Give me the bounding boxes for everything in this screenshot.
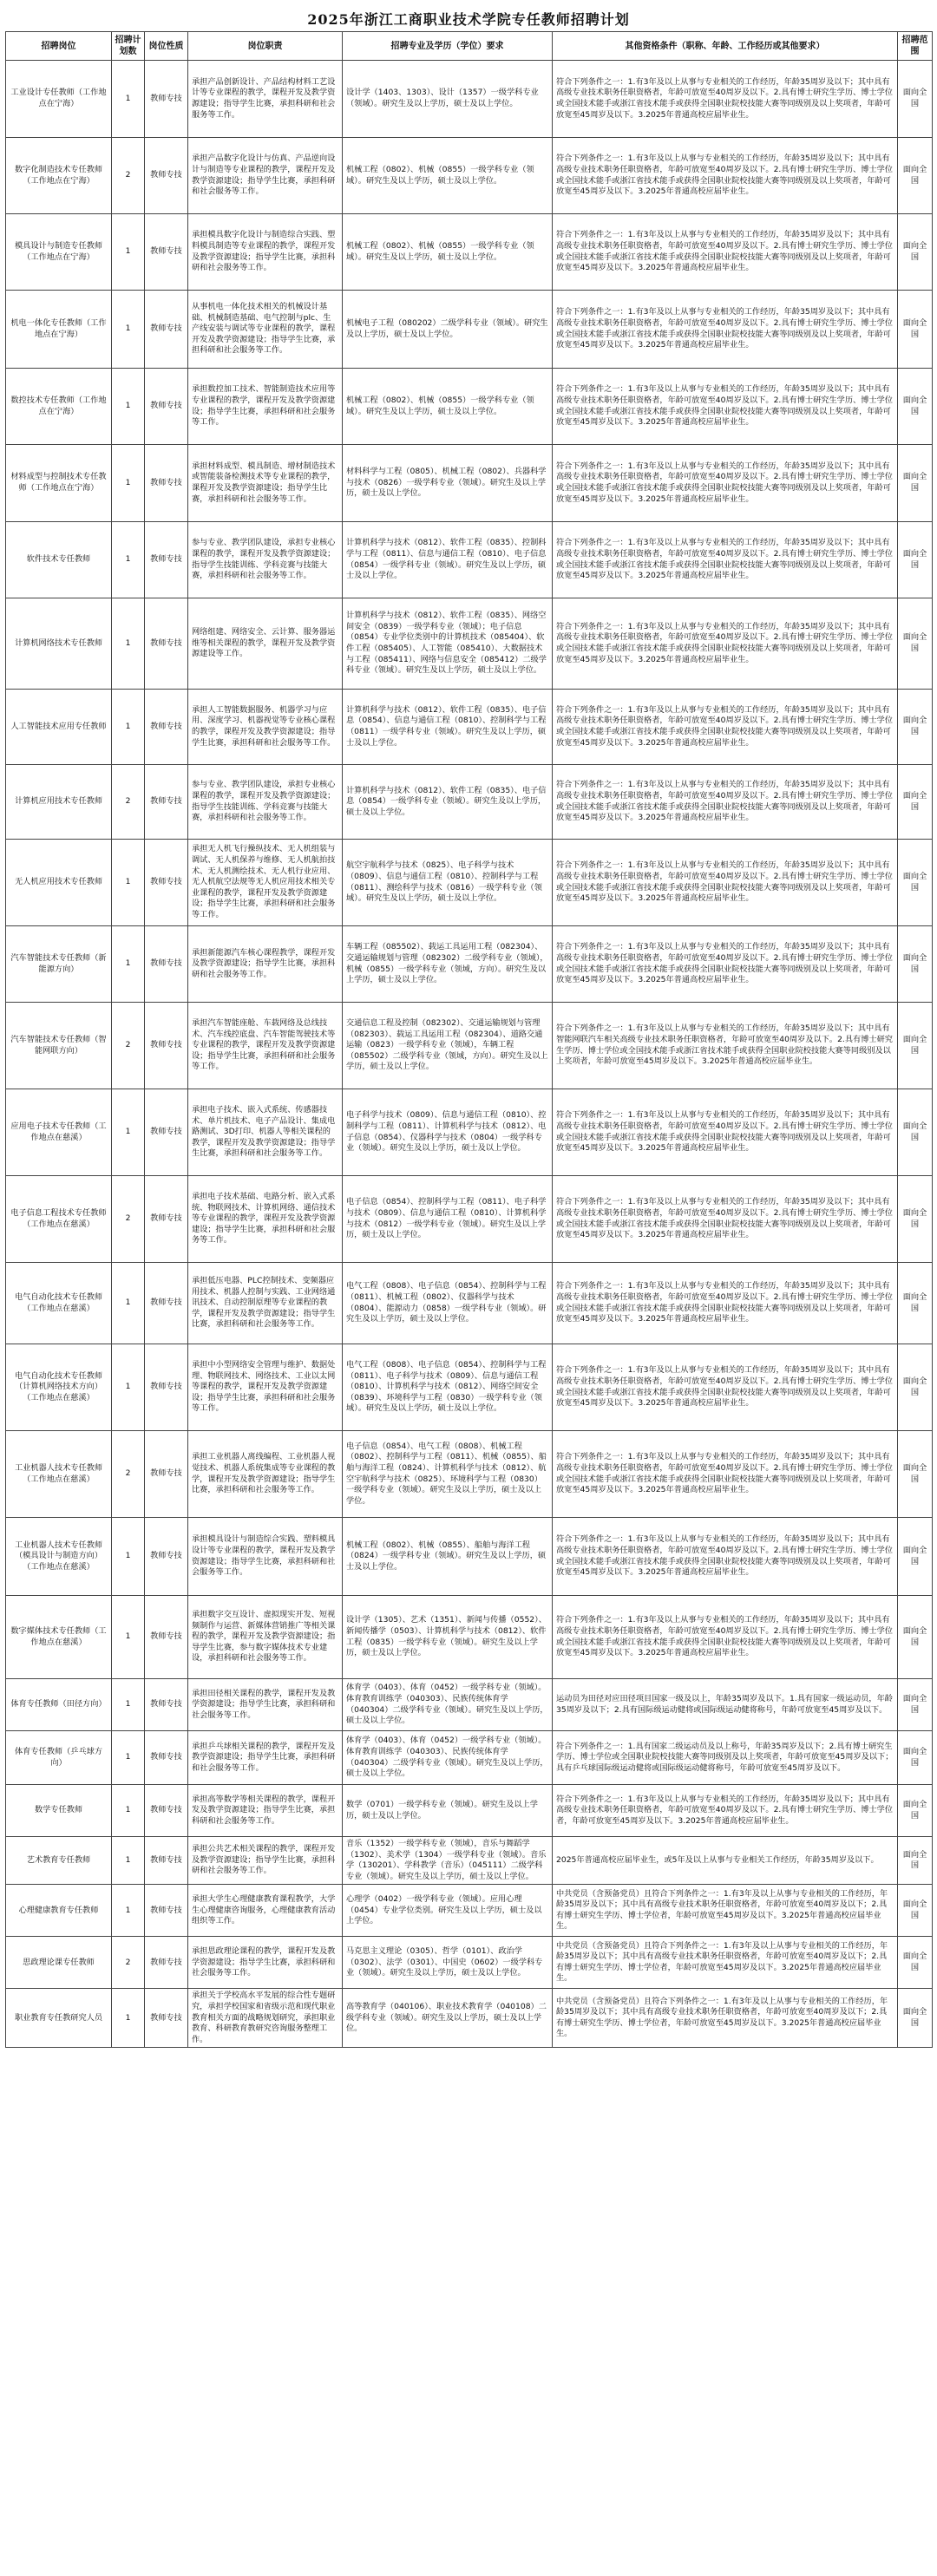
conditions-cell: 符合下列条件之一：1.有3年及以上从事与专业相关的工作经历，年龄35周岁及以下；其中具有高级专业技术职务任职资格者，年龄可放宽至40周岁及以下。2.具有博士研究生学历、博士学位或全国技术能手或浙江省技术能手或获得全国职业院校技能大赛等同级别及以上奖项者，年龄可放宽至45周岁及以下。3.2025年普通高校应届毕业生。 <box>553 369 898 445</box>
type-cell: 教师专技 <box>145 765 188 840</box>
type-cell: 教师专技 <box>145 522 188 598</box>
count-cell: 1 <box>112 291 145 369</box>
major-cell: 车辆工程（085502）、载运工具运用工程（082304）、交通运输规划与管理（082302）二级学科专业（领域），机械（0855）一级学科专业（领域，方向）。研究生及以上学历，硕士及以上学位。 <box>343 926 553 1003</box>
duty-cell: 承担电子技术基础、电路分析、嵌入式系统、物联网技术、计算机网络、通信技术等专业课程的教学，课程开发及教学资源建设；指导学生比赛，承担科研和社会服务等工作。 <box>188 1176 343 1263</box>
header-range: 招聘范围 <box>898 32 933 61</box>
conditions-cell: 符合下列条件之一：1.有3年及以上从事与专业相关的工作经历，年龄35周岁及以下；其中具有高级专业技术职务任职资格者，年龄可放宽至40周岁及以下。2.具有博士研究生学历、博士学位或全国技术能手或浙江省技术能手或获得全国职业院校技能大赛等同级别及以上奖项者，年龄可放宽至45周岁及以下。3.2025年普通高校应届毕业生。 <box>553 1431 898 1518</box>
range-cell: 面向全国 <box>898 598 933 690</box>
table-row <box>6 1989 933 2048</box>
type-cell: 教师专技 <box>145 1837 188 1885</box>
major-cell: 音乐（1352）一级学科专业（领域），音乐与舞蹈学（1302）、美术学（1304）一级学科专业（领域）。音乐学（130201）、学科教学（音乐）（045111）二级学科专业（领域）。研究生及以上学历，硕士及以上学位。 <box>343 1837 553 1885</box>
count-cell: 2 <box>112 1431 145 1518</box>
table-row <box>6 138 933 214</box>
conditions-cell: 中共党员（含预备党员）且符合下列条件之一：1.有3年及以上从事与专业相关的工作经历，年龄35周岁及以下；其中具有高级专业技术职务任职资格者，年龄可放宽至40周岁及以下；2.具有博士研究生学历、博士学位者，年龄可放宽至45周岁及以下。3.2025年普通高校应届毕业生。 <box>553 1937 898 1989</box>
major-cell: 设计学（1305）、艺术（1351）、新闻与传播（0552）、新闻传播学（0503）、计算机科学与技术（0812）、软件工程（0835）一级学科专业（领域）。研究生及以上学历，硕士及以上学位。 <box>343 1596 553 1679</box>
type-cell: 教师专技 <box>145 1089 188 1176</box>
count-cell: 1 <box>112 445 145 522</box>
header-conditions: 其他资格条件（职称、年龄、工作经历或其他要求） <box>553 32 898 61</box>
count-cell: 1 <box>112 522 145 598</box>
conditions-cell: 符合下列条件之一：1.有3年及以上从事与专业相关的工作经历，年龄35周岁及以下；其中具有高级专业技术职务任职资格者，年龄可放宽至40周岁及以下。2.具有博士研究生学历、博士学位或全国技术能手或浙江省技术能手或获得全国职业院校技能大赛等同级别及以上奖项者，年龄可放宽至45周岁及以下。3.2025年普通高校应届毕业生。 <box>553 840 898 926</box>
duty-cell: 承担工业机器人离线编程、工业机器人视觉技术、机器人系统集成等专业课程的教学，课程开发及教学资源建设；指导学生比赛，承担科研和社会服务等工作。 <box>188 1431 343 1518</box>
conditions-cell: 符合下列条件之一：1.有3年及以上从事与专业相关的工作经历，年龄35周岁及以下；其中具有高级专业技术职务任职资格者，年龄可放宽至40周岁及以下。2.具有博士研究生学历、博士学位者，年龄可放宽至45周岁及以下。3.2025年普通高校应届毕业生。 <box>553 1785 898 1837</box>
major-cell: 机械工程（0802）、机械（0855）一级学科专业（领域）。研究生及以上学历，硕士及以上学位。 <box>343 138 553 214</box>
range-cell: 面向全国 <box>898 1885 933 1937</box>
major-cell: 机械工程（0802）、机械（0855）一级学科专业（领域）。研究生及以上学历，硕士及以上学位。 <box>343 214 553 291</box>
post-cell: 艺术教育专任教师 <box>6 1837 112 1885</box>
duty-cell: 承担公共艺术相关课程的教学，课程开发及教学资源建设；指导学生比赛，承担科研和社会服务等工作。 <box>188 1837 343 1885</box>
post-cell: 机电一体化专任教师（工作地点在宁海） <box>6 291 112 369</box>
count-cell: 2 <box>112 1003 145 1089</box>
duty-cell: 参与专业、教学团队建设，承担专业核心课程的教学，课程开发及教学资源建设；指导学生技能训练、学科竞赛与技能大赛，承担科研和社会服务等工作。 <box>188 765 343 840</box>
conditions-cell: 符合下列条件之一：1.有3年及以上从事与专业相关的工作经历，年龄35周岁及以下；其中具有高级专业技术职务任职资格者，年龄可放宽至40周岁及以下。2.具有博士研究生学历、博士学位或全国技术能手或浙江省技术能手或获得全国职业院校技能大赛等同级别及以上奖项者，年龄可放宽至45周岁及以下。3.2025年普通高校应届毕业生。 <box>553 926 898 1003</box>
table-row <box>6 1263 933 1344</box>
count-cell: 1 <box>112 1344 145 1431</box>
table-row <box>6 1885 933 1937</box>
table-row <box>6 291 933 369</box>
table-row <box>6 214 933 291</box>
count-cell: 2 <box>112 138 145 214</box>
type-cell: 教师专技 <box>145 369 188 445</box>
post-cell: 汽车智能技术专任教师（智能网联方向） <box>6 1003 112 1089</box>
post-cell: 工业机器人技术专任教师（工作地点在慈溪） <box>6 1431 112 1518</box>
type-cell: 教师专技 <box>145 690 188 765</box>
header-major: 招聘专业及学历（学位）要求 <box>343 32 553 61</box>
count-cell: 1 <box>112 1989 145 2048</box>
major-cell: 体育学（0403）、体育（0452）一级学科专业（领域）。体育教育训练学（040303）、民族传统体育学（040304）二级学科专业（领域）。研究生及以上学历，硕士及以上学位。 <box>343 1731 553 1785</box>
duty-cell: 承担产品数字化设计与仿真、产品逆向设计与制造等专业课程的教学，课程开发及教学资源建设；指导学生比赛，承担科研和社会服务等工作。 <box>188 138 343 214</box>
count-cell: 1 <box>112 61 145 138</box>
table-row <box>6 1679 933 1731</box>
major-cell: 机械电子工程（080202）二级学科专业（领域）。研究生及以上学历，硕士及以上学位。 <box>343 291 553 369</box>
table-row <box>6 765 933 840</box>
duty-cell: 承担大学生心理健康教育课程教学，大学生心理健康咨询服务，心理健康教育活动组织等工作。 <box>188 1885 343 1937</box>
range-cell: 面向全国 <box>898 214 933 291</box>
duty-cell: 承担产品创新设计、产品结构材料工艺设计等专业课程的教学，课程开发及教学资源建设；指导学生比赛，承担科研和社会服务等工作。 <box>188 61 343 138</box>
post-cell: 计算机应用技术专任教师 <box>6 765 112 840</box>
type-cell: 教师专技 <box>145 61 188 138</box>
duty-cell: 从事机电一体化技术相关的机械设计基础、机械制造基础、电气控制与plc、生产线安装与调试等专业课程的教学，课程开发及教学资源建设；指导学生比赛，承担科研和社会服务等工作。 <box>188 291 343 369</box>
post-cell: 材料成型与控制技术专任教师（工作地点在宁海） <box>6 445 112 522</box>
post-cell: 数字媒体技术专任教师（工作地点在慈溪） <box>6 1596 112 1679</box>
table-row <box>6 840 933 926</box>
post-cell: 应用电子技术专任教师（工作地点在慈溪） <box>6 1089 112 1176</box>
range-cell: 面向全国 <box>898 690 933 765</box>
post-cell: 电气自动化技术专任教师（计算机网络技术方向）（工作地点在慈溪） <box>6 1344 112 1431</box>
type-cell: 教师专技 <box>145 840 188 926</box>
major-cell: 数学（0701）一级学科专业（领域）。研究生及以上学历，硕士及以上学位。 <box>343 1785 553 1837</box>
post-cell: 计算机网络技术专任教师 <box>6 598 112 690</box>
range-cell: 面向全国 <box>898 1431 933 1518</box>
range-cell: 面向全国 <box>898 1344 933 1431</box>
count-cell: 1 <box>112 1518 145 1596</box>
post-cell: 工业机器人技术专任教师（模具设计与制造方向）（工作地点在慈溪） <box>6 1518 112 1596</box>
range-cell: 面向全国 <box>898 138 933 214</box>
count-cell: 1 <box>112 1731 145 1785</box>
count-cell: 1 <box>112 369 145 445</box>
range-cell: 面向全国 <box>898 1679 933 1731</box>
range-cell: 面向全国 <box>898 291 933 369</box>
type-cell: 教师专技 <box>145 1785 188 1837</box>
conditions-cell: 符合下列条件之一：1.有3年及以上从事与专业相关的工作经历，年龄35周岁及以下；其中具有高级专业技术职务任职资格者，年龄可放宽至40周岁及以下。2.具有博士研究生学历、博士学位或全国技术能手或浙江省技术能手或获得全国职业院校技能大赛等同级别及以上奖项者，年龄可放宽至45周岁及以下。3.2025年普通高校应届毕业生。 <box>553 765 898 840</box>
table-row <box>6 1344 933 1431</box>
count-cell: 1 <box>112 1785 145 1837</box>
duty-cell: 承担低压电器、PLC控制技术、变频器应用技术、机器人控制与实践、工业网络通讯技术、自动控制原理等专业课程的教学，课程开发及教学资源建设；指导学生比赛，承担科研和社会服务等工作。 <box>188 1263 343 1344</box>
post-cell: 数控技术专任教师（工作地点在宁海） <box>6 369 112 445</box>
post-cell: 职业教育专任教研究人员 <box>6 1989 112 2048</box>
table-row <box>6 1937 933 1989</box>
range-cell: 面向全国 <box>898 1518 933 1596</box>
conditions-cell: 符合下列条件之一：1.有3年及以上从事与专业相关的工作经历，年龄35周岁及以下；其中具有高级专业技术职务任职资格者，年龄可放宽至40周岁及以下。2.具有博士研究生学历、博士学位或全国技术能手或浙江省技术能手或获得全国职业院校技能大赛等同级别及以上奖项者，年龄可放宽至45周岁及以下。3.2025年普通高校应届毕业生。 <box>553 522 898 598</box>
duty-cell: 承担无人机飞行操纵技术、无人机组装与调试、无人机保养与维修、无人机航拍技术、无人机测绘技术、无人机行业应用、无人机航空法规等无人机应用技术相关专业课程的教学，课程开发及教学资源建设；指导学生比赛，承担科研和社会服务等工作。 <box>188 840 343 926</box>
table-row <box>6 369 933 445</box>
type-cell: 教师专技 <box>145 1003 188 1089</box>
conditions-cell: 符合下列条件之一：1.有3年及以上从事与专业相关的工作经历，年龄35周岁及以下；其中具有高级专业技术职务任职资格者，年龄可放宽至40周岁及以下。2.具有博士研究生学历、博士学位或全国技术能手或浙江省技术能手或获得全国职业院校技能大赛等同级别及以上奖项者，年龄可放宽至45周岁及以下。3.2025年普通高校应届毕业生。 <box>553 61 898 138</box>
major-cell: 航空宇航科学与技术（0825）、电子科学与技术（0809）、信息与通信工程（0810）、控制科学与工程（0811）、测绘科学与技术（0816）一级学科专业（领域）。研究生及以上学历，硕士及以上学位。 <box>343 840 553 926</box>
table-row <box>6 1003 933 1089</box>
type-cell: 教师专技 <box>145 1679 188 1731</box>
major-cell: 电子信息（0854）、电气工程（0808）、机械工程（0802）、控制科学与工程（0811）、机械（0855）、船舶与海洋工程（0824）、计算机科学与技术（0812）、航空宇航科学与技术（0825）、环境科学与工程（0830）一级学科专业（领域）。研究生及以上学历，硕士及以上学位。 <box>343 1431 553 1518</box>
duty-cell: 参与专业、教学团队建设，承担专业核心课程的教学，课程开发及教学资源建设；指导学生技能训练、学科竞赛与技能大赛，承担科研和社会服务等工作。 <box>188 522 343 598</box>
duty-cell: 承担中小型网络安全管理与维护、数据处理、物联网技术、网络技术、工业以太网等课程的教学，课程开发及教学资源建设；指导学生比赛，承担科研和社会服务等工作。 <box>188 1344 343 1431</box>
major-cell: 电子信息（0854）、控制科学与工程（0811）、电子科学与技术（0809）、信息与通信工程（0810）、计算机科学与技术（0812）一级学科专业（领域）。研究生及以上学历，硕士及以上学位。 <box>343 1176 553 1263</box>
table-row <box>6 1431 933 1518</box>
header-count: 招聘计划数 <box>112 32 145 61</box>
type-cell: 教师专技 <box>145 1263 188 1344</box>
table-body <box>6 61 933 2048</box>
conditions-cell: 符合下列条件之一：1.有3年及以上从事与专业相关的工作经历，年龄35周岁及以下；其中具有高级专业技术职务任职资格者，年龄可放宽至40周岁及以下。2.具有博士研究生学历、博士学位或全国技术能手或浙江省技术能手或获得全国职业院校技能大赛等同级别及以上奖项者，年龄可放宽至45周岁及以下。3.2025年普通高校应届毕业生。 <box>553 291 898 369</box>
major-cell: 心理学（0402）一级学科专业（领域）。应用心理（0454）专业学位类别。研究生及以上学历，硕士及以上学位。 <box>343 1885 553 1937</box>
post-cell: 电子信息工程技术专任教师（工作地点在慈溪） <box>6 1176 112 1263</box>
major-cell: 体育学（0403）、体育（0452）一级学科专业（领域）。体育教育训练学（040303）、民族传统体育学（040304）二级学科专业（领域）。研究生及以上学历，硕士及以上学位。 <box>343 1679 553 1731</box>
type-cell: 教师专技 <box>145 1885 188 1937</box>
table-header-row <box>6 32 933 61</box>
post-cell: 心理健康教育专任教师 <box>6 1885 112 1937</box>
major-cell: 电气工程（0808）、电子信息（0854）、控制科学与工程（0811）、机械工程（0802）、仪器科学与技术（0804）、能源动力（0858）一级学科专业（领域）。研究生及以上学历，硕士及以上学位。 <box>343 1263 553 1344</box>
range-cell: 面向全国 <box>898 522 933 598</box>
count-cell: 1 <box>112 1263 145 1344</box>
range-cell: 面向全国 <box>898 1003 933 1089</box>
table-row <box>6 926 933 1003</box>
range-cell: 面向全国 <box>898 1596 933 1679</box>
page-title: 2025年浙江工商职业技术学院专任教师招聘计划 <box>307 11 630 28</box>
post-cell: 工业设计专任教师（工作地点在宁海） <box>6 61 112 138</box>
type-cell: 教师专技 <box>145 598 188 690</box>
conditions-cell: 符合下列条件之一：1.有3年及以上从事与专业相关的工作经历，年龄35周岁及以下；其中具有高级专业技术职务任职资格者，年龄可放宽至40周岁及以下。2.具有博士研究生学历、博士学位或全国技术能手或浙江省技术能手或获得全国职业院校技能大赛等同级别及以上奖项者，年龄可放宽至45周岁及以下。3.2025年普通高校应届毕业生。 <box>553 1518 898 1596</box>
duty-cell: 承担乒乓球相关课程的教学，课程开发及教学资源建设；指导学生比赛，承担科研和社会服务等工作。 <box>188 1731 343 1785</box>
type-cell: 教师专技 <box>145 291 188 369</box>
post-cell: 软件技术专任教师 <box>6 522 112 598</box>
duty-cell: 网络组建、网络安全、云计算、服务器运维等相关课程的教学，课程开发及教学资源建设等工作。 <box>188 598 343 690</box>
duty-cell: 承担数控加工技术、智能制造技术应用等专业课程的教学，课程开发及教学资源建设；指导学生比赛，承担科研和社会服务等工作。 <box>188 369 343 445</box>
table-row <box>6 1731 933 1785</box>
count-cell: 1 <box>112 214 145 291</box>
range-cell: 面向全国 <box>898 61 933 138</box>
conditions-cell: 符合下列条件之一：1.有3年及以上从事与专业相关的工作经历，年龄35周岁及以下；其中具有高级专业技术职务任职资格者，年龄可放宽至40周岁及以下。2.具有博士研究生学历、博士学位或全国技术能手或浙江省技术能手或获得全国职业院校技能大赛等同级别及以上奖项者，年龄可放宽至45周岁及以下。3.2025年普通高校应届毕业生。 <box>553 1263 898 1344</box>
conditions-cell: 符合下列条件之一：1.有3年及以上从事与专业相关的工作经历，年龄35周岁及以下；其中具有高级专业技术职务任职资格者，年龄可放宽至40周岁及以下。2.具有博士研究生学历、博士学位或全国技术能手或浙江省技术能手或获得全国职业院校技能大赛等同级别及以上奖项者，年龄可放宽至45周岁及以下。3.2025年普通高校应届毕业生。 <box>553 1344 898 1431</box>
duty-cell: 承担电子技术、嵌入式系统、传感器技术、单片机技术、电子产品设计、集成电路测试、3D打印、机器人等相关课程的教学，课程开发及教学资源建设；指导学生比赛，承担科研和社会服务等工作。 <box>188 1089 343 1176</box>
range-cell: 面向全国 <box>898 1937 933 1989</box>
type-cell: 教师专技 <box>145 1176 188 1263</box>
conditions-cell: 符合下列条件之一：1.有3年及以上从事与专业相关的工作经历，年龄35周岁及以下；其中具有高级专业技术职务任职资格者，年龄可放宽至40周岁及以下。2.具有博士研究生学历、博士学位或全国技术能手或浙江省技术能手或获得全国职业院校技能大赛等同级别及以上奖项者，年龄可放宽至45周岁及以下。3.2025年普通高校应届毕业生。 <box>553 445 898 522</box>
duty-cell: 承担田径相关课程的教学，课程开发及教学资源建设；指导学生比赛，承担科研和社会服务等工作。 <box>188 1679 343 1731</box>
type-cell: 教师专技 <box>145 1431 188 1518</box>
conditions-cell: 符合下列条件之一：1.有3年及以上从事与专业相关的工作经历，年龄35周岁及以下；其中具有高级专业技术职务任职资格者，年龄可放宽至40周岁及以下。2.具有博士研究生学历、博士学位或全国技术能手或浙江省技术能手或获得全国职业院校技能大赛等同级别及以上奖项者，年龄可放宽至45周岁及以下。3.2025年普通高校应届毕业生。 <box>553 214 898 291</box>
post-cell: 无人机应用技术专任教师 <box>6 840 112 926</box>
range-cell: 面向全国 <box>898 840 933 926</box>
range-cell: 面向全国 <box>898 369 933 445</box>
duty-cell: 承担思政理论课程的教学，课程开发及教学资源建设；指导学生比赛，承担科研和社会服务等工作。 <box>188 1937 343 1989</box>
conditions-cell: 中共党员（含预备党员）且符合下列条件之一：1.有3年及以上从事与专业相关的工作经历，年龄35周岁及以下；其中具有高级专业技术职务任职资格者，年龄可放宽至40周岁及以下；2.具有博士研究生学历、博士学位者，年龄可放宽至45周岁及以下。3.2025年普通高校应届毕业生。 <box>553 1885 898 1937</box>
count-cell: 1 <box>112 840 145 926</box>
type-cell: 教师专技 <box>145 926 188 1003</box>
count-cell: 1 <box>112 1679 145 1731</box>
major-cell: 设计学（1403、1303）、设计（1357）一级学科专业（领域）。研究生及以上学历，硕士及以上学位。 <box>343 61 553 138</box>
table-row <box>6 1596 933 1679</box>
major-cell: 计算机科学与技术（0812）、软件工程（0835）、电子信息（0854）、信息与通信工程（0810）、控制科学与工程（0811）一级学科专业（领域）。研究生及以上学历，硕士及以上学位。 <box>343 690 553 765</box>
major-cell: 交通信息工程及控制（082302）、交通运输规划与管理（082303）、载运工具运用工程（082304）、道路交通运输（0823）一级学科专业（领域），车辆工程（085502）二级学科专业（领域，方向）。研究生及以上学历，硕士及以上学位。 <box>343 1003 553 1089</box>
major-cell: 高等教育学（040106）、职业技术教育学（040108）二级学科专业（领域）。研究生及以上学历，硕士及以上学位。 <box>343 1989 553 2048</box>
duty-cell: 承担高等数学等相关课程的教学，课程开发及教学资源建设；指导学生比赛，承担科研和社会服务等工作。 <box>188 1785 343 1837</box>
post-cell: 思政理论课专任教师 <box>6 1937 112 1989</box>
major-cell: 机械工程（0802）、机械（0855）一级学科专业（领域）。研究生及以上学历，硕士及以上学位。 <box>343 369 553 445</box>
count-cell: 1 <box>112 926 145 1003</box>
post-cell: 人工智能技术应用专任教师 <box>6 690 112 765</box>
post-cell: 电气自动化技术专任教师（工作地点在慈溪） <box>6 1263 112 1344</box>
header-post: 招聘岗位 <box>6 32 112 61</box>
count-cell: 1 <box>112 1596 145 1679</box>
duty-cell: 承担数字交互设计、虚拟现实开发、短视频制作与运营、新媒体营销推广等相关课程的教学，课程开发及教学资源建设；指导学生比赛，参与数字媒体技术专业建设，承担科研和社会服务等工作。 <box>188 1596 343 1679</box>
range-cell: 面向全国 <box>898 1176 933 1263</box>
type-cell: 教师专技 <box>145 138 188 214</box>
range-cell: 面向全国 <box>898 1089 933 1176</box>
major-cell: 材料科学与工程（0805）、机械工程（0802）、兵器科学与技术（0826）一级学科专业（领域）。研究生及以上学历，硕士及以上学位。 <box>343 445 553 522</box>
duty-cell: 承担人工智能数据服务、机器学习与应用、深度学习、机器视觉等专业核心课程的教学，课程开发及教学资源建设；指导学生比赛，承担科研和社会服务等工作。 <box>188 690 343 765</box>
table-row <box>6 1837 933 1885</box>
conditions-cell: 符合下列条件之一：1.具有国家二级运动员及以上称号，年龄35周岁及以下；2.具有博士研究生学历、博士学位或全国职业院校技能大赛等同级别及以上奖项者，年龄可放宽至45周岁及以下；具有乒乓球国际级运动健将或国际级运动健将称号，年龄可放宽至45周岁及以下。 <box>553 1731 898 1785</box>
conditions-cell: 符合下列条件之一：1.有3年及以上从事与专业相关的工作经历，年龄35周岁及以下；其中具有高级专业技术职务任职资格者，年龄可放宽至40周岁及以下。2.具有博士研究生学历、博士学位或全国技术能手或浙江省技术能手或获得全国职业院校技能大赛等同级别及以上奖项者，年龄可放宽至45周岁及以下。3.2025年普通高校应届毕业生。 <box>553 598 898 690</box>
conditions-cell: 符合下列条件之一：1.有3年及以上从事与专业相关的工作经历，年龄35周岁及以下；其中具有高级专业技术职务任职资格者，年龄可放宽至40周岁及以下。2.具有博士研究生学历、博士学位或全国技术能手或浙江省技术能手或获得全国职业院校技能大赛等同级别及以上奖项者，年龄可放宽至45周岁及以下。3.2025年普通高校应届毕业生。 <box>553 690 898 765</box>
count-cell: 1 <box>112 598 145 690</box>
count-cell: 2 <box>112 1176 145 1263</box>
major-cell: 机械工程（0802）、机械（0855）、船舶与海洋工程（0824）一级学科专业（领域）。研究生及以上学历，硕士及以上学位。 <box>343 1518 553 1596</box>
count-cell: 1 <box>112 1837 145 1885</box>
type-cell: 教师专技 <box>145 1518 188 1596</box>
range-cell: 面向全国 <box>898 1989 933 2048</box>
conditions-cell: 符合下列条件之一：1.有3年及以上从事与专业相关的工作经历，年龄35周岁及以下；其中具有智能网联汽车相关高级专业技术职务任职资格者，年龄可放宽至40周岁及以下。2.具有博士研究生学历、博士学位或全国技术能手或浙江省技术能手或获得全国职业院校技能大赛等同级别及以上奖项者，年龄可放宽至45周岁及以下。3.2025年普通高校应届毕业生。 <box>553 1003 898 1089</box>
post-cell: 体育专任教师（田径方向） <box>6 1679 112 1731</box>
major-cell: 计算机科学与技术（0812）、软件工程（0835）、控制科学与工程（0811）、信息与通信工程（0810）、电子信息（0854）一级学科专业（领域）。研究生及以上学历，硕士及以上学位。 <box>343 522 553 598</box>
table-row <box>6 1518 933 1596</box>
conditions-cell: 中共党员（含预备党员）且符合下列条件之一：1.有3年及以上从事与专业相关的工作经历，年龄35周岁及以下；其中具有高级专业技术职务任职资格者，年龄可放宽至40周岁及以下；2.具有博士研究生学历、博士学位者，年龄可放宽至45周岁及以下。3.2025年普通高校应届毕业生。 <box>553 1989 898 2048</box>
major-cell: 电气工程（0808）、电子信息（0854）、控制科学与工程（0811）、电子科学与技术（0809）、信息与通信工程（0810）、计算机科学与技术（0812）、网络空间安全（0839）、环境科学与工程（0830）一级学科专业（领域）。研究生及以上学历，硕士及以上学位。 <box>343 1344 553 1431</box>
duty-cell: 承担材料成型、模具制造、增材制造技术或智能装备检测技术等专业课程的教学，课程开发及教学资源建设；指导学生比赛，承担科研和社会服务等工作。 <box>188 445 343 522</box>
post-cell: 模具设计与制造专任教师（工作地点在宁海） <box>6 214 112 291</box>
major-cell: 计算机科学与技术（0812）、软件工程（0835）、电子信息（0854）一级学科专业（领域）。研究生及以上学历，硕士及以上学位。 <box>343 765 553 840</box>
type-cell: 教师专技 <box>145 1731 188 1785</box>
count-cell: 1 <box>112 1885 145 1937</box>
conditions-cell: 2025年普通高校应届毕业生，或5年及以上从事与专业相关工作经历，年龄35周岁及以下。 <box>553 1837 898 1885</box>
count-cell: 2 <box>112 1937 145 1989</box>
conditions-cell: 符合下列条件之一：1.有3年及以上从事与专业相关的工作经历，年龄35周岁及以下；其中具有高级专业技术职务任职资格者，年龄可放宽至40周岁及以下。2.具有博士研究生学历、博士学位或全国技术能手或浙江省技术能手或获得全国职业院校技能大赛等同级别及以上奖项者，年龄可放宽至45周岁及以下。3.2025年普通高校应届毕业生。 <box>553 1089 898 1176</box>
major-cell: 电子科学与技术（0809）、信息与通信工程（0810）、控制科学与工程（0811）、计算机科学与技术（0812）、电子信息（0854）、仪器科学与技术（0804）一级学科专业（领域）。研究生及以上学历，硕士及以上学位。 <box>343 1089 553 1176</box>
count-cell: 2 <box>112 765 145 840</box>
duty-cell: 承担汽车智能座舱、车载网络及总线技术、汽车线控底盘、汽车智能驾驶技术等专业课程的教学，课程开发及教学资源建设；指导学生比赛，承担科研和社会服务等工作。 <box>188 1003 343 1089</box>
type-cell: 教师专技 <box>145 445 188 522</box>
type-cell: 教师专技 <box>145 214 188 291</box>
range-cell: 面向全国 <box>898 765 933 840</box>
post-cell: 体育专任教师（乒乓球方向） <box>6 1731 112 1785</box>
post-cell: 汽车智能技术专任教师（新能源方向） <box>6 926 112 1003</box>
table-row <box>6 1089 933 1176</box>
recruitment-table <box>5 31 933 2048</box>
major-cell: 马克思主义理论（0305）、哲学（0101）、政治学（0302）、法学（0301）、中国史（0602）一级学科专业（领域）。研究生及以上学历，硕士及以上学位。 <box>343 1937 553 1989</box>
range-cell: 面向全国 <box>898 1731 933 1785</box>
conditions-cell: 符合下列条件之一：1.有3年及以上从事与专业相关的工作经历，年龄35周岁及以下；其中具有高级专业技术职务任职资格者，年龄可放宽至40周岁及以下。2.具有博士研究生学历、博士学位或全国技术能手或浙江省技术能手或获得全国职业院校技能大赛等同级别及以上奖项者，年龄可放宽至45周岁及以下。3.2025年普通高校应届毕业生。 <box>553 1176 898 1263</box>
range-cell: 面向全国 <box>898 1263 933 1344</box>
range-cell: 面向全国 <box>898 445 933 522</box>
table-row <box>6 1785 933 1837</box>
major-cell: 计算机科学与技术（0812）、软件工程（0835）、网络空间安全（0839）一级学科专业（领域）；电子信息（0854）专业学位类别中的计算机技术（085404）、软件工程（085405）、人工智能（085410）、大数据技术与工程（085411）、网络与信息安全（085412）二级学科专业（领域）。研究生及以上学历，硕士及以上学位。 <box>343 598 553 690</box>
range-cell: 面向全国 <box>898 1837 933 1885</box>
header-type: 岗位性质 <box>145 32 188 61</box>
table-row <box>6 445 933 522</box>
post-cell: 数字化制造技术专任教师（工作地点在宁海） <box>6 138 112 214</box>
duty-cell: 承担模具设计与制造综合实践、塑料模具设计等专业课程的教学，课程开发及教学资源建设；指导学生比赛，承担科研和社会服务等工作。 <box>188 1518 343 1596</box>
table-row <box>6 61 933 138</box>
conditions-cell: 符合下列条件之一：1.有3年及以上从事与专业相关的工作经历，年龄35周岁及以下；其中具有高级专业技术职务任职资格者，年龄可放宽至40周岁及以下。2.具有博士研究生学历、博士学位或全国技术能手或浙江省技术能手或获得全国职业院校技能大赛等同级别及以上奖项者，年龄可放宽至45周岁及以下。3.2025年普通高校应届毕业生。 <box>553 1596 898 1679</box>
type-cell: 教师专技 <box>145 1596 188 1679</box>
count-cell: 1 <box>112 690 145 765</box>
post-cell: 数学专任教师 <box>6 1785 112 1837</box>
duty-cell: 承担新能源汽车核心课程教学，课程开发及教学资源建设；指导学生比赛，承担科研和社会服务等工作。 <box>188 926 343 1003</box>
range-cell: 面向全国 <box>898 1785 933 1837</box>
table-row <box>6 1176 933 1263</box>
type-cell: 教师专技 <box>145 1937 188 1989</box>
table-row <box>6 522 933 598</box>
conditions-cell: 运动员为田径对应田径项目国家一级及以上，年龄35周岁及以下。1.具有国家一级运动员，年龄35周岁及以下；2.具有国际级运动健将或国际级运动健将称号，年龄可放宽至45周岁及以下。 <box>553 1679 898 1731</box>
table-row <box>6 598 933 690</box>
type-cell: 教师专技 <box>145 1344 188 1431</box>
table-row <box>6 690 933 765</box>
header-duty: 岗位职责 <box>188 32 343 61</box>
count-cell: 1 <box>112 1089 145 1176</box>
duty-cell: 承担关于学校高水平发展的综合性专题研究，承担学校国家和省级示范和现代职业教育相关方面的战略规划研究，承担职业教育、科研教育教研究咨询服务整理工作。 <box>188 1989 343 2048</box>
range-cell: 面向全国 <box>898 926 933 1003</box>
duty-cell: 承担模具数字化设计与制造综合实践、塑料模具制造等专业课程的教学，课程开发及教学资源建设；指导学生比赛，承担科研和社会服务等工作。 <box>188 214 343 291</box>
conditions-cell: 符合下列条件之一：1.有3年及以上从事与专业相关的工作经历，年龄35周岁及以下；其中具有高级专业技术职务任职资格者，年龄可放宽至40周岁及以下。2.具有博士研究生学历、博士学位或全国技术能手或浙江省技术能手或获得全国职业院校技能大赛等同级别及以上奖项者，年龄可放宽至45周岁及以下。3.2025年普通高校应届毕业生。 <box>553 138 898 214</box>
type-cell: 教师专技 <box>145 1989 188 2048</box>
